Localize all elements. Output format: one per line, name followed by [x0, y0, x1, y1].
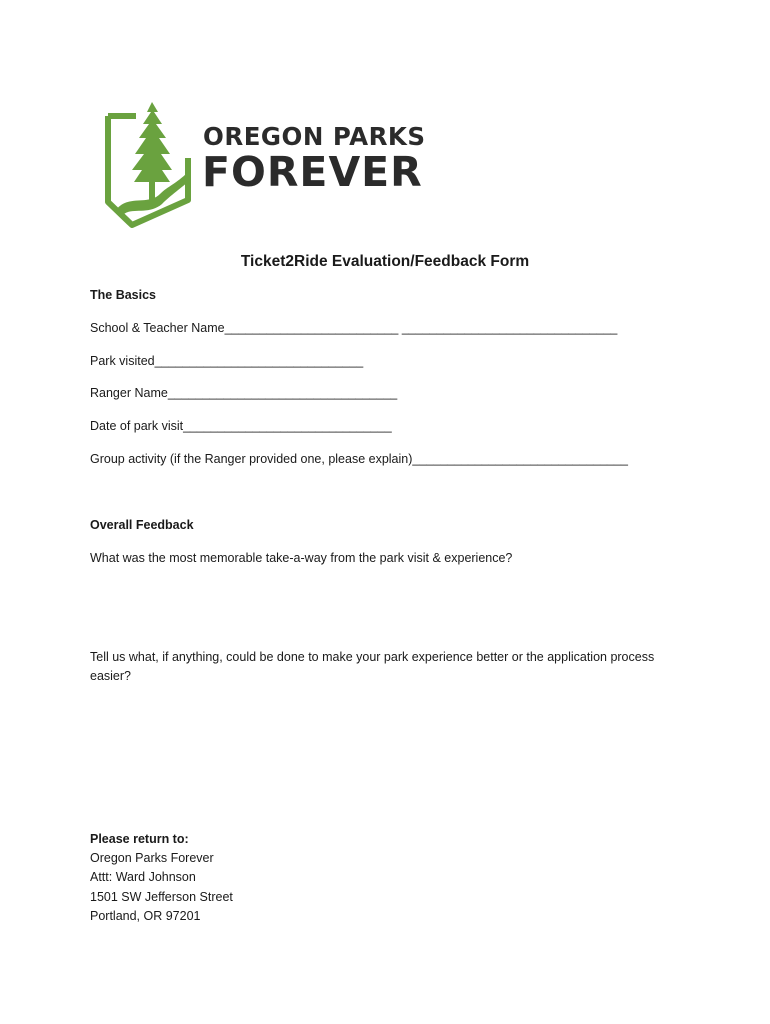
school-teacher-field[interactable]: School & Teacher Name_________________________ _______________________________: [90, 321, 618, 335]
tree-river-shield-icon: [104, 98, 196, 228]
return-address-line: 1501 SW Jefferson Street: [90, 890, 233, 904]
return-heading: Please return to:: [90, 832, 189, 846]
return-address-line: Oregon Parks Forever: [90, 851, 214, 865]
park-visited-field[interactable]: Park visited______________________________: [90, 354, 364, 368]
group-activity-field[interactable]: Group activity (if the Ranger provided one, please explain)_______________________________: [90, 452, 628, 466]
return-address-line: Portland, OR 97201: [90, 909, 201, 923]
form-title: Ticket2Ride Evaluation/Feedback Form: [240, 253, 530, 270]
date-visit-field[interactable]: Date of park visit______________________________: [90, 419, 392, 433]
logo-text-bottom: FOREVER: [202, 148, 423, 196]
feedback-heading: Overall Feedback: [90, 518, 194, 532]
ranger-name-field[interactable]: Ranger Name_________________________________: [90, 386, 398, 400]
organization-logo: [104, 98, 424, 230]
improvement-question: Tell us what, if anything, could be done to make your park experience better or the application process easier?: [90, 650, 655, 683]
basics-heading: The Basics: [90, 288, 157, 302]
logo-text-top: OREGON PARKS: [203, 122, 426, 151]
return-address-line: Attt: Ward Johnson: [90, 870, 196, 884]
memorable-question: What was the most memorable take-a-way from the park visit & experience?: [90, 551, 513, 565]
